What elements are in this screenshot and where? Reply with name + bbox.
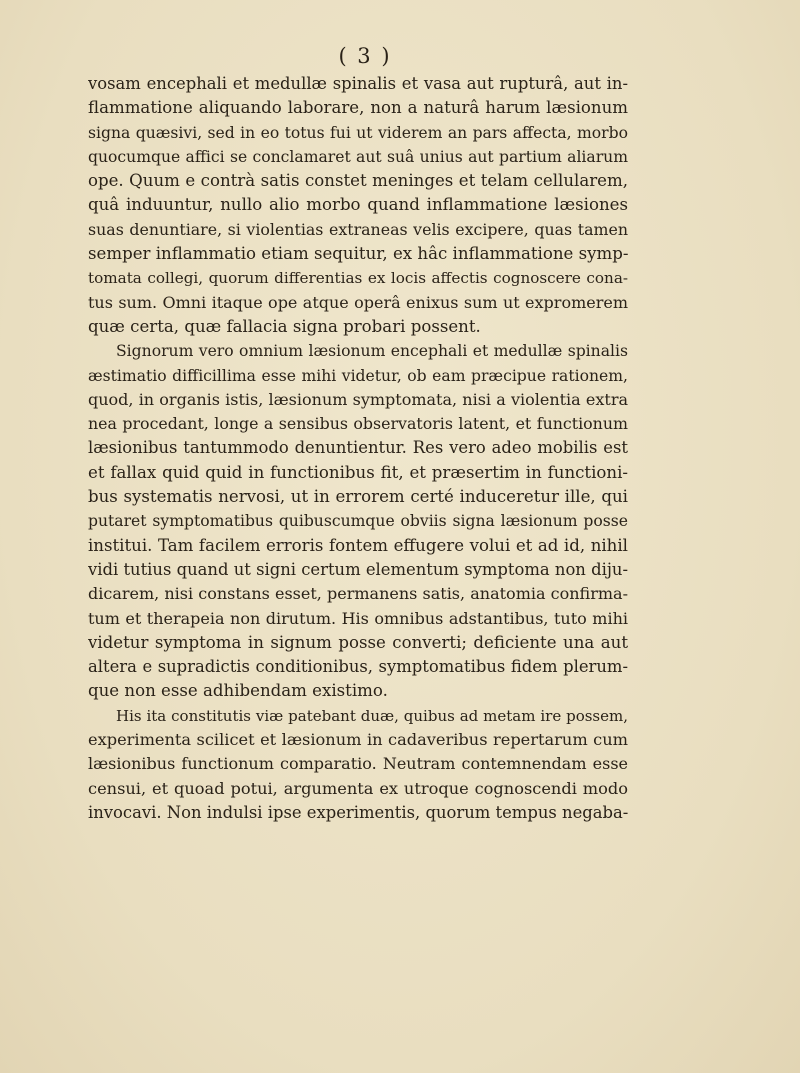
text-line: quod, in organis istis, læsionum symptomata, nisi a violentia extra	[88, 389, 628, 409]
text-line: altera e supradictis conditionibus, symptomatibus fidem plerum-	[88, 657, 628, 677]
text-line: que non esse adhibendam existimo.	[88, 681, 388, 701]
text-line: tum et therapeia non dirutum. His omnibus adstantibus, tuto mihi	[88, 608, 628, 628]
text-line: læsionibus tantummodo denuntientur. Res vero adeo mobilis est	[88, 438, 628, 458]
text-line: æstimatio difficillima esse mihi videtur, ob eam præcipue rationem,	[88, 366, 628, 385]
text-line: experimenta scilicet et læsionum in cadaveribus repertarum cum	[88, 730, 628, 750]
text-line: tus sum. Omni itaque ope atque operâ enixus sum ut expromerem	[88, 292, 628, 312]
text-line: signa quæsivi, sed in eo totus fui ut viderem an pars affecta, morbo	[88, 123, 628, 142]
text-line: nea procedant, longe a sensibus observatoris latent, et functionum	[88, 414, 628, 434]
text-line: flammatione aliquando laborare, non a naturâ harum læsionum	[88, 98, 628, 118]
text-line: bus systematis nervosi, ut in errorem certé induceretur ille, qui	[88, 487, 628, 507]
text-line: læsionibus functionum comparatio. Neutram contemnendam esse	[88, 754, 628, 774]
text-line: tomata collegi, quorum differentias ex locis affectis cognoscere cona-	[88, 269, 628, 288]
text-line: ope. Quum e contrà satis constet meninges et telam cellularem,	[88, 171, 628, 191]
text-line: et fallax quid quid in functionibus fit, et præsertim in functioni-	[88, 462, 628, 482]
text-line: dicarem, nisi constans esset, permanens satis, anatomia confirma-	[88, 584, 628, 604]
text-line: Signorum vero omnium læsionum encephali et medullæ spinalis	[116, 342, 628, 361]
text-line: putaret symptomatibus quibuscumque obviis signa læsionum posse	[88, 512, 628, 531]
text-line: semper inflammatio etiam sequitur, ex hâc inflammatione symp-	[88, 244, 628, 264]
page-number: ( 3 )	[338, 44, 392, 68]
text-line: vidi tutius quand ut signi certum elementum symptoma non diju-	[88, 559, 628, 579]
text-line: videtur symptoma in signum posse converti; deficiente una aut	[88, 632, 628, 652]
text-line: quæ certa, quæ fallacia signa probari possent.	[88, 316, 481, 336]
text-line: censui, et quoad potui, argumenta ex utroque cognoscendi modo	[88, 778, 628, 798]
text-line: vosam encephali et medullæ spinalis et vasa aut rupturâ, aut in-	[88, 74, 628, 93]
text-line: His ita constitutis viæ patebant duæ, quibus ad metam ire possem,	[116, 706, 628, 725]
text-line: quâ induuntur, nullo alio morbo quand inflammatione læsiones	[88, 195, 628, 215]
text-line: institui. Tam facilem erroris fontem effugere volui et ad id, nihil	[88, 535, 628, 555]
text-line: quocumque affici se conclamaret aut suâ unius aut partium aliarum	[88, 147, 628, 166]
text-line: invocavi. Non indulsi ipse experimentis, quorum tempus negaba-	[88, 802, 628, 822]
body-text	[88, 72, 628, 825]
text-line: suas denuntiare, si violentias extraneas velis excipere, quas tamen	[88, 219, 628, 239]
